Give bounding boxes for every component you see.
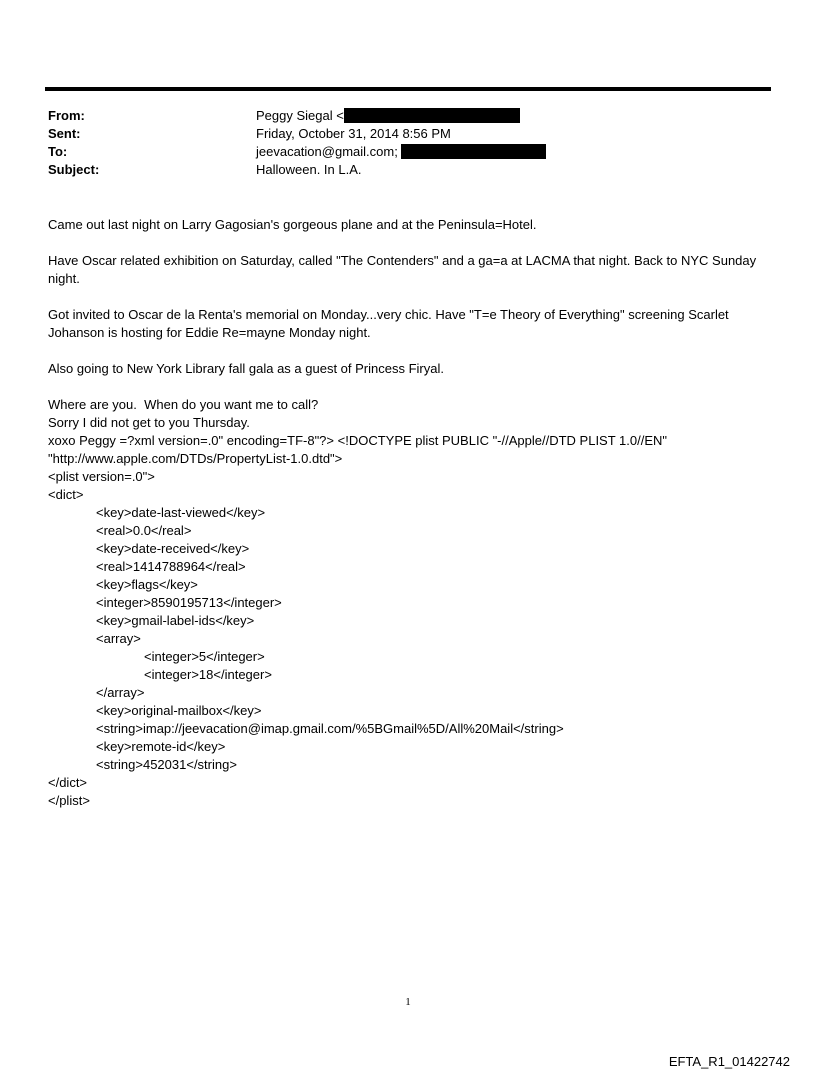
paragraph: Came out last night on Larry Gagosian's gorgeous plane and at the Peninsula=Hotel. [48,217,537,232]
text-line: Sorry I did not get to you Thursday. [48,415,250,430]
plist-code [48,468,768,810]
sent-value: Friday, October 31, 2014 8:56 PM [256,126,451,141]
text-line: Where are you. When do you want me to call? [48,397,319,412]
sent-label: Sent: [48,126,81,141]
to-row [48,143,398,161]
from-value [256,107,520,125]
closing-block [48,396,768,468]
sent-row [48,125,451,143]
from-label: From: [48,108,85,123]
to-address: jeevacation@gmail.com; [256,144,398,159]
document-id: EFTA_R1_01422742 [668,1054,790,1069]
code-line: </dict> [48,775,88,790]
code-line: <key>flags</key> [96,577,198,592]
header-rule [45,87,771,91]
from-name: Peggy Siegal < [256,108,344,123]
subject-row [48,161,362,179]
code-line: <dict> [48,487,84,502]
code-line: <key>original-mailbox</key> [96,703,262,718]
to-label: To: [48,144,68,159]
email-body [48,216,768,810]
code-line: <real>1414788964</real> [96,559,246,574]
code-line: <real>0.0</real> [96,523,192,538]
paragraph: Got invited to Oscar de la Renta's memorial on Monday...very chic. Have "T=e Theory of Everything" screening Scarlet Johanson is hosting for Eddie Re=mayne Monday night. [48,307,729,340]
subject-value: Halloween. In L.A. [256,162,362,177]
paragraph: Also going to New York Library fall gala as a guest of Princess Firyal. [48,361,444,376]
to-value [256,143,546,161]
code-line: <plist version=.0"> [48,469,155,484]
code-line: <string>452031</string> [96,757,237,772]
code-line: <key>date-received</key> [96,541,250,556]
code-line: <key>remote-id</key> [96,739,226,754]
code-line: </plist> [48,793,90,808]
code-line: <array> [96,631,141,646]
subject-label: Subject: [48,162,100,177]
code-line: </array> [96,685,145,700]
from-row [48,107,344,125]
code-line: <integer>18</integer> [144,667,272,682]
code-line: <key>date-last-viewed</key> [96,505,266,520]
code-line: <integer>8590195713</integer> [96,595,282,610]
code-line: <integer>5</integer> [144,649,265,664]
text-line: xoxo Peggy =?xml version=.0" encoding=TF-8"?> <!DOCTYPE plist PUBLIC "-//Apple//DTD PLIST 1.0//EN" [48,433,668,448]
page-number: 1 [405,996,411,1008]
paragraph: Have Oscar related exhibition on Saturday, called "The Contenders" and a ga=a at LACMA that night. Back to NYC Sunday night. [48,253,757,286]
redaction-box [401,144,546,159]
code-line: <key>gmail-label-ids</key> [96,613,255,628]
text-line: "http://www.apple.com/DTDs/PropertyList-1.0.dtd"> [48,451,343,466]
redaction-box [344,108,520,123]
code-line: <string>imap://jeevacation@imap.gmail.com/%5BGmail%5D/All%20Mail</string> [96,721,564,736]
